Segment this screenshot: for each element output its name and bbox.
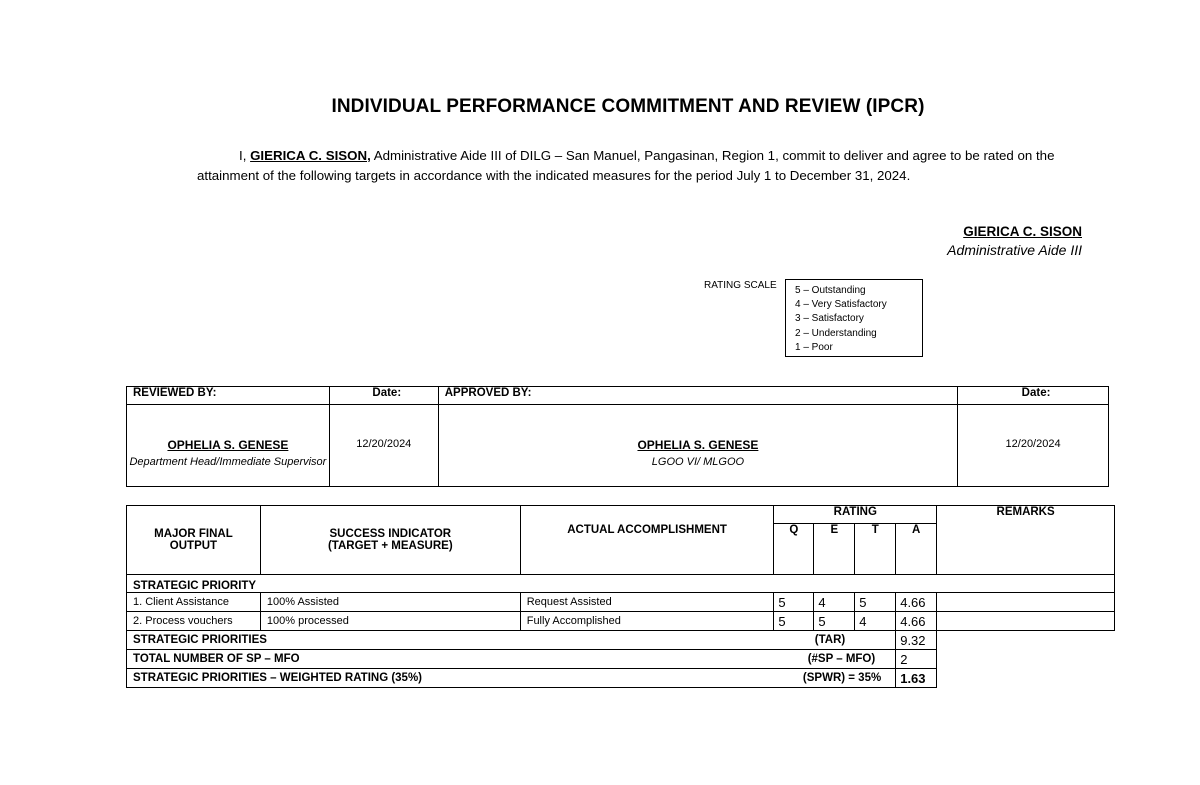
summary-code: (#SP – MFO) [807,653,876,665]
row-e: 4 [814,593,855,612]
employee-name: GIERICA C. SISON [963,224,1082,239]
row-remarks [937,612,1115,631]
e-header: E [814,524,855,575]
summary-value: 2 [896,650,937,669]
rating-scale-box [785,279,923,357]
commitment-text: Administrative Aide III of DILG – San Manuel, Pangasinan, Region 1, commit to deliver and agree to be rated on the attainment of the following targets in accordance with the indicated measures for the period July 1 to December 31, 2024. [197,148,1055,183]
t-header: T [855,524,896,575]
rating-scale-label: RATING SCALE [704,280,777,291]
row-indicator: 100% Assisted [260,593,520,612]
row-remarks [937,593,1115,612]
table-row [127,612,1115,631]
q-header: Q [774,524,814,575]
summary-value: 1.63 [896,669,937,688]
employee-signature-block [947,222,1082,260]
row-accomplishment: Request Assisted [520,593,774,612]
summary-label [127,650,896,669]
summary-row [127,631,1115,650]
rating-scale-item: 5 – Outstanding [795,285,866,296]
summary-row [127,650,1115,669]
row-t: 5 [855,593,896,612]
commitment-statement [197,146,1112,186]
section-label: STRATEGIC PRIORITY [127,575,1115,593]
rating-scale-item: 1 – Poor [795,341,833,353]
remarks-header: REMARKS [937,506,1115,575]
approver-position: LGOO VI/ MLGOO [651,456,745,468]
commitment-name: GIERICA C. SISON, [250,148,371,163]
summary-label [127,631,896,650]
row-accomplishment: Fully Accomplished [520,612,774,631]
accomplishment-header: ACTUAL ACCOMPLISHMENT [520,506,774,575]
reviewer-position: Department Head/Immediate Supervisor [129,456,327,468]
approval-date-cell: 12/20/2024 [958,405,1109,487]
summary-label-text: STRATEGIC PRIORITIES – WEIGHTED RATING (35%) [133,672,423,684]
summary-label-text: TOTAL NUMBER OF SP – MFO [133,653,300,665]
a-header: A [896,524,937,575]
row-a: 4.66 [896,612,937,631]
summary-label-text: STRATEGIC PRIORITIES [133,634,267,646]
table-row [127,593,1115,612]
row-q: 5 [774,593,814,612]
ipcr-rating-table [126,505,1115,688]
approver-name: OPHELIA S. GENESE [637,438,759,452]
row-e: 5 [814,612,855,631]
reviewed-by-header: REVIEWED BY: [127,387,330,405]
row-q: 5 [774,612,814,631]
commitment-prefix: I, [239,148,251,163]
row-mfo: 2. Process vouchers [127,612,261,631]
rating-scale-item: 4 – Very Satisfactory [795,299,887,311]
review-approval-table [126,386,1109,487]
rating-header: RATING [774,506,937,524]
review-date-cell: 12/20/2024 [329,405,438,487]
row-t: 4 [855,612,896,631]
indicator-header: SUCCESS INDICATOR (TARGET + MEASURE) [260,506,520,575]
approval-date-header: Date: [958,387,1109,405]
rating-scale-item: 3 – Satisfactory [795,313,864,325]
approved-by-header: APPROVED BY: [438,387,957,405]
document-title: INDIVIDUAL PERFORMANCE COMMITMENT AND REVIEW (IPCR) [331,96,925,117]
row-mfo: 1. Client Assistance [127,593,261,612]
summary-code: (SPWR) = 35% [802,672,882,684]
summary-code: (TAR) [814,634,846,646]
reviewer-cell [127,405,330,487]
summary-label [127,669,896,688]
row-indicator: 100% processed [260,612,520,631]
approver-cell [438,405,957,487]
summary-value: 9.32 [896,631,937,650]
reviewer-name: OPHELIA S. GENESE [167,438,289,452]
mfo-header: MAJOR FINAL OUTPUT [127,506,261,575]
rating-scale-item: 2 – Understanding [795,327,877,339]
summary-row [127,669,1115,688]
row-a: 4.66 [896,593,937,612]
review-date-header: Date: [329,387,438,405]
employee-position: Administrative Aide III [947,242,1082,258]
